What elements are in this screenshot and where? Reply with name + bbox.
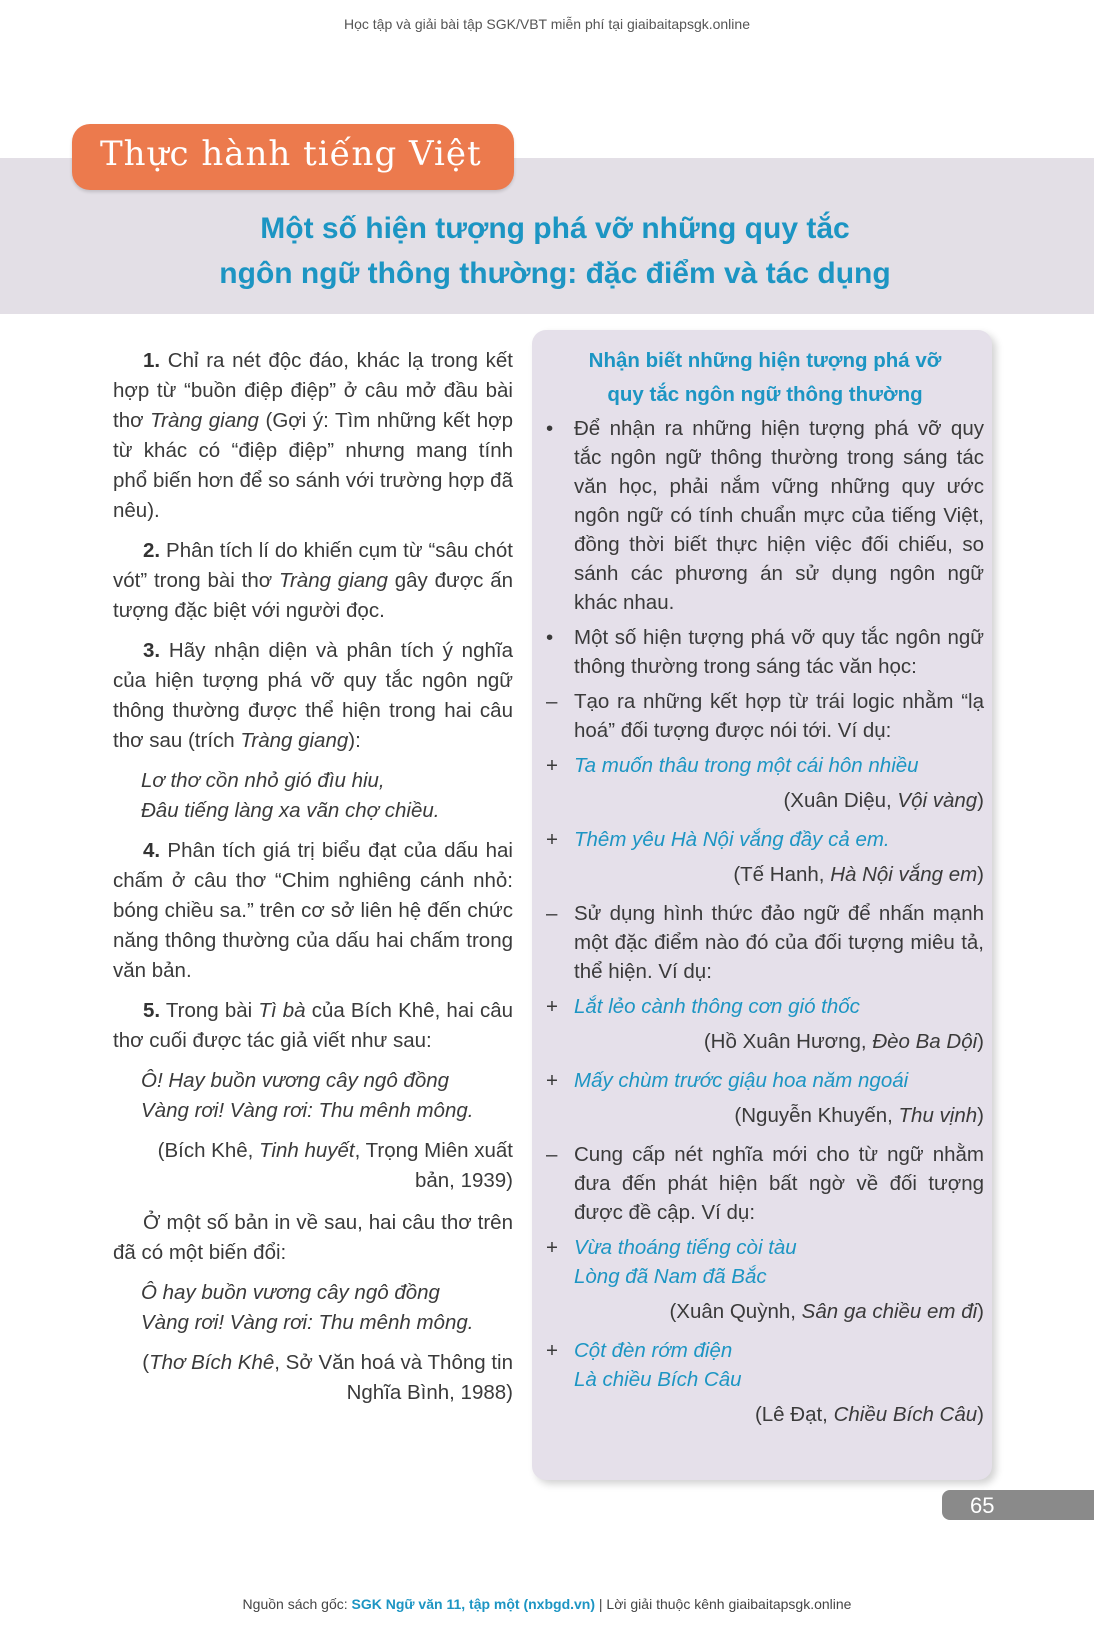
dash-item: [546, 1140, 984, 1227]
question-text: Phân tích lí do khiến cụm từ “sâu chót vót” trong bài thơ: [113, 539, 513, 592]
dash-icon: –: [546, 690, 558, 713]
example-source: [546, 786, 984, 815]
citation-text: (Bích Khê,: [157, 1139, 260, 1162]
page-number-tab: [942, 1490, 1094, 1520]
title-line-2: ngôn ngữ thông thường: đặc điểm và tác dụng: [219, 257, 891, 290]
work-title: Đèo Ba Dội: [872, 1030, 978, 1053]
bullet-text: Một số hiện tượng phá vỡ quy tắc ngôn ngữ thông thường trong sáng tác văn học:: [574, 626, 984, 678]
bullet-icon: •: [546, 626, 554, 649]
footer-suffix: | Lời giải thuộc kênh giaibaitapsgk.online: [595, 1596, 852, 1612]
example-item: [546, 992, 984, 1021]
question-number: 5.: [143, 999, 161, 1022]
source-paren: ): [977, 789, 984, 812]
question-number: 1.: [143, 349, 161, 372]
example-source: [546, 1297, 984, 1326]
source-paren: ): [977, 1403, 984, 1426]
question-4: [113, 836, 513, 986]
page-title: [150, 206, 960, 296]
example-line: Là chiều Bích Câu: [574, 1368, 742, 1391]
question-text: của Bích Khê, hai câu thơ cuối được tác giả viết như sau:: [113, 999, 514, 1052]
question-text: gây được ấn tượng đặc biệt với người đọc.: [113, 569, 513, 622]
poem-line: Vàng rơi! Vàng rơi: Thu mênh mông.: [141, 1311, 474, 1334]
questions-column: [113, 346, 513, 1420]
page-number: 65: [970, 1493, 995, 1518]
citation-text: , Sở Văn hoá và Thông tin Nghĩa Bình, 1988): [274, 1351, 513, 1404]
question-5: [113, 996, 513, 1056]
bullet-item: [546, 623, 984, 681]
citation-2: [113, 1348, 513, 1408]
panel-title: [546, 344, 984, 412]
source-paren: ): [977, 863, 984, 886]
plus-icon: +: [546, 1236, 558, 1259]
source-author: (Xuân Quỳnh,: [669, 1300, 802, 1323]
poem-line: Đâu tiếng làng xa vãn chợ chiều.: [141, 799, 440, 822]
dash-text: Tạo ra những kết hợp từ trái logic nhằm “lạ hoá” đối tượng được nói tới. Ví dụ:: [574, 690, 984, 742]
dash-icon: –: [546, 902, 558, 925]
work-title: Chiều Bích Câu: [833, 1403, 978, 1426]
question-text: Phân tích giá trị biểu đạt của dấu hai chấm ở câu thơ “Chim nghiêng cánh nhỏ: bóng chiều sa.” trên cơ sở liên hệ đến chức năng thông thường của dấu hai chấm trong văn bản.: [113, 839, 513, 982]
footer-book-link[interactable]: SGK Ngữ văn 11, tập một (nxbgd.vn): [351, 1596, 596, 1612]
question-text: ):: [348, 729, 361, 752]
source-author: (Nguyễn Khuyến,: [734, 1104, 899, 1127]
poem-line: Vàng rơi! Vàng rơi: Thu mênh mông.: [141, 1099, 474, 1122]
work-title: Tinh huyết: [259, 1139, 355, 1162]
source-author: (Lê Đạt,: [754, 1403, 834, 1426]
question-text: (Gợi ý: Tìm những kết hợp từ khác có “điệp điệp” nhưng mang tính phổ biến hơn để so sánh với trường hợp đã nêu).: [113, 409, 513, 522]
example-item: [546, 1066, 984, 1095]
bullet-item: [546, 414, 984, 617]
example-source: [546, 1027, 984, 1056]
dash-item: [546, 899, 984, 986]
work-title: Tràng giang: [240, 729, 349, 752]
example-item: [546, 1233, 984, 1291]
question-number: 2.: [143, 539, 161, 562]
footer-note: [0, 1596, 1094, 1612]
example-text: [574, 1336, 984, 1394]
poem-line: Ô! Hay buồn vương cây ngô đồng: [141, 1069, 450, 1092]
source-paren: ): [977, 1104, 984, 1127]
header-note: Học tập và giải bài tập SGK/VBT miễn phí tại giaibaitapsgk.online: [344, 16, 750, 32]
example-text: Ta muốn thâu trong một cái hôn nhiều: [574, 754, 919, 777]
plus-icon: +: [546, 754, 558, 777]
plus-icon: +: [546, 1339, 558, 1362]
question-text: Hãy nhận diện và phân tích ý nghĩa của hiện tượng phá vỡ quy tắc ngôn ngữ thông thường được thể hiện trong hai câu thơ sau (trích: [113, 639, 513, 752]
source-paren: ): [977, 1030, 984, 1053]
example-line: Vừa thoáng tiếng còi tàu: [574, 1236, 797, 1259]
plus-icon: +: [546, 1069, 558, 1092]
example-item: [546, 1336, 984, 1394]
title-line-1: Một số hiện tượng phá vỡ những quy tắc: [260, 212, 850, 245]
bullet-text: Để nhận ra những hiện tượng phá vỡ quy tắc ngôn ngữ thông thường trong sáng tác văn học, phải nắm vững những quy ước ngôn ngữ có tính chuẩn mực của tiếng Việt, đồng thời biết thực hiện việc đối chiếu, so sánh các phương án sử dụng ngôn ngữ khác nhau.: [574, 417, 984, 614]
source-author: (Xuân Diệu,: [783, 789, 898, 812]
citation-text: (: [142, 1351, 150, 1374]
poem-excerpt-1: [141, 766, 513, 826]
plus-icon: +: [546, 828, 558, 851]
panel-title-line: Nhận biết những hiện tượng phá vỡ: [588, 349, 942, 372]
question-3: [113, 636, 513, 756]
example-item: [546, 751, 984, 780]
work-title: Thu vịnh: [898, 1104, 978, 1127]
work-title: Thơ Bích Khê: [149, 1351, 275, 1374]
work-title: Sân ga chiều em đi: [801, 1300, 978, 1323]
example-text: Lắt lẻo cành thông cơn gió thốc: [574, 995, 860, 1018]
dash-text: Sử dụng hình thức đảo ngữ để nhấn mạnh một đặc điểm nào đó của đối tượng miêu tả, thể hiện. Ví dụ:: [574, 902, 984, 983]
source-paren: ): [977, 1300, 984, 1323]
citation-text: , Trọng Miên xuất bản, 1939): [354, 1139, 513, 1192]
question-text: Trong bài: [165, 999, 259, 1022]
poem-line: Lơ thơ cồn nhỏ gió đìu hiu,: [141, 769, 385, 792]
work-title: Tì bà: [258, 999, 306, 1022]
knowledge-panel: [532, 330, 992, 1480]
poem-line: Ô hay buồn vương cây ngô đồng: [141, 1281, 440, 1304]
section-label: Thực hành tiếng Việt: [100, 134, 482, 174]
bullet-icon: •: [546, 417, 554, 440]
work-title: Tràng giang: [278, 569, 388, 592]
question-text: Chỉ ra nét độc đáo, khác lạ trong kết hợp từ “buồn điệp điệp” ở câu mở đầu bài thơ: [113, 349, 513, 432]
work-title: Vội vàng: [897, 789, 978, 812]
source-author: (Tế Hanh,: [733, 863, 831, 886]
dash-item: [546, 687, 984, 745]
example-text: Thêm yêu Hà Nội vắng đầy cả em.: [574, 828, 890, 851]
example-text: Mấy chùm trước giậu hoa năm ngoái: [574, 1069, 909, 1092]
poem-excerpt-2: [141, 1066, 513, 1126]
dash-text: Cung cấp nét nghĩa mới cho từ ngữ nhằm đưa đến phát hiện bất ngờ về đối tượng được đề cập. Ví dụ:: [574, 1143, 984, 1224]
example-source: [546, 1101, 984, 1130]
question-number: 4.: [143, 839, 161, 862]
example-line: Cột đèn rớm điện: [574, 1339, 733, 1362]
question-number: 3.: [143, 639, 161, 662]
example-item: [546, 825, 984, 854]
question-5-later: Ở một số bản in về sau, hai câu thơ trên đã có một biến đổi:: [113, 1211, 513, 1264]
plus-icon: +: [546, 995, 558, 1018]
citation-1: [113, 1136, 513, 1196]
work-title: Tràng giang: [150, 409, 259, 432]
source-author: (Hồ Xuân Hương,: [703, 1030, 873, 1053]
example-line: Lòng đã Nam đã Bắc: [574, 1265, 767, 1288]
poem-excerpt-3: [141, 1278, 513, 1338]
example-source: [546, 860, 984, 889]
example-source: [546, 1400, 984, 1429]
footer-prefix: Nguồn sách gốc:: [242, 1596, 352, 1612]
work-title: Hà Nội vắng em: [830, 863, 978, 886]
question-2: [113, 536, 513, 626]
panel-title-line: quy tắc ngôn ngữ thông thường: [607, 383, 923, 406]
question-1: [113, 346, 513, 526]
dash-icon: –: [546, 1143, 558, 1166]
section-tab: [72, 124, 514, 190]
example-text: [574, 1233, 984, 1291]
